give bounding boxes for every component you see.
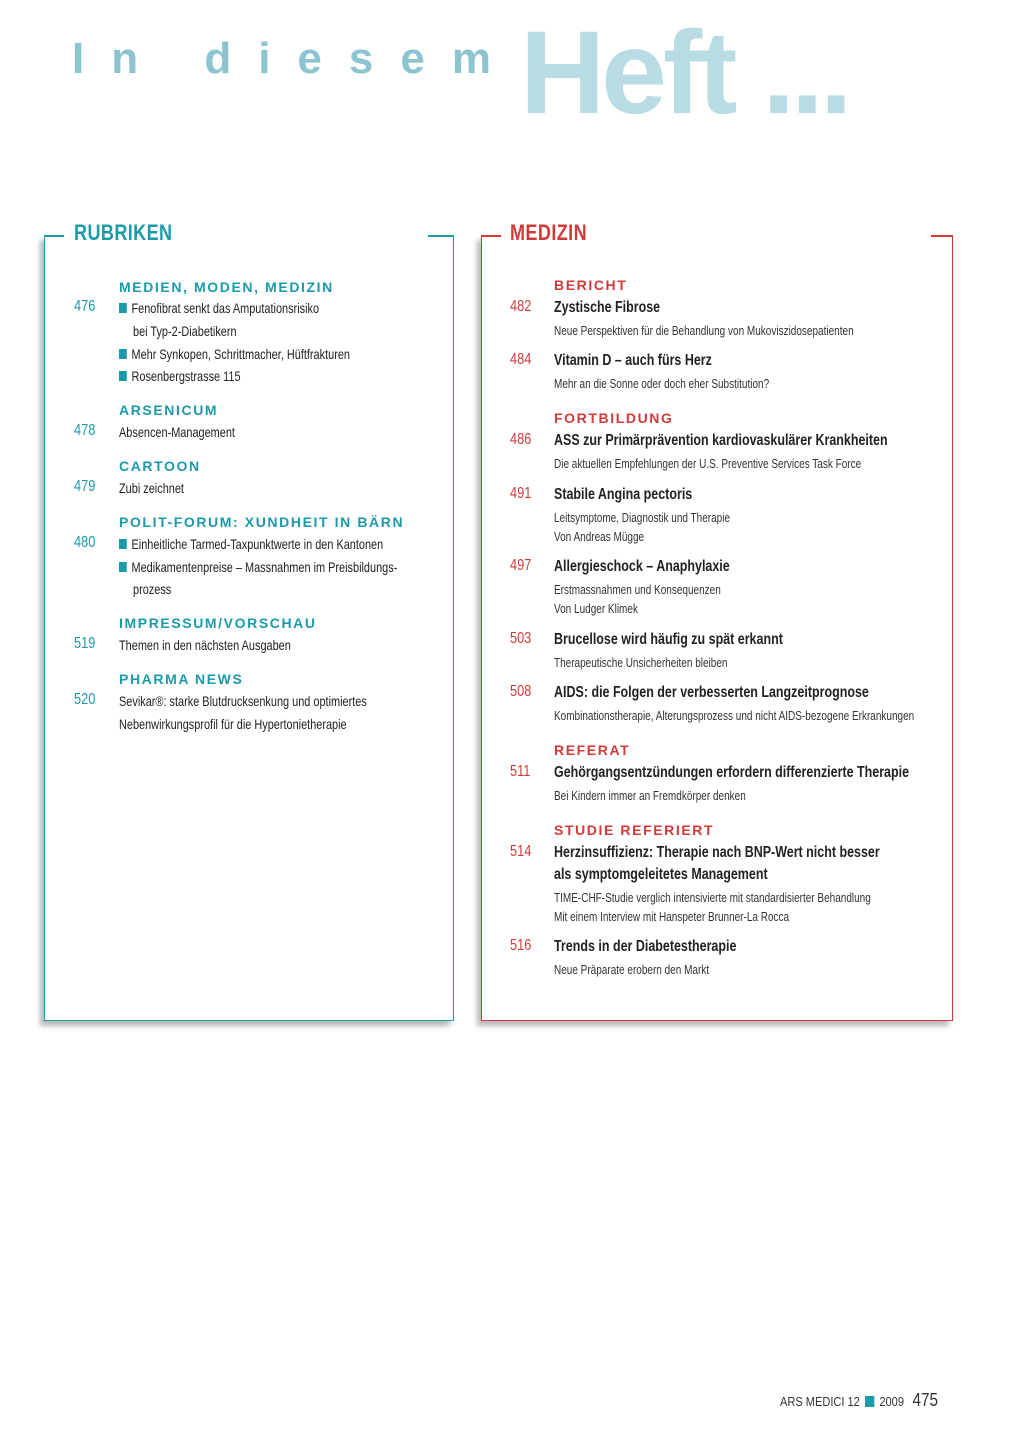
bullet-square-icon <box>119 349 127 359</box>
footer-square-icon <box>865 1396 874 1407</box>
page-number[interactable]: 511 <box>510 763 531 780</box>
toc-entry[interactable]: Sevikar®: starke Blutdrucksenkung und optimiertes <box>119 693 367 709</box>
article-subtitle: Die aktuellen Empfehlungen der U.S. Preventive Services Task Force <box>554 457 862 471</box>
article-title[interactable]: Brucellose wird häufig zu spät erkannt <box>554 631 783 648</box>
medizin-title: MEDIZIN <box>510 220 588 245</box>
article-title[interactable]: AIDS: die Folgen der verbesserten Langzeitprognose <box>554 684 869 701</box>
bullet-square-icon <box>119 562 127 572</box>
article-subtitle: Neue Perspektiven für die Behandlung von Mukoviszidosepatienten <box>554 324 854 338</box>
page-number[interactable]: 486 <box>510 431 532 448</box>
section-heading: REFERAT <box>554 742 631 758</box>
section-heading: BERICHT <box>554 277 628 293</box>
section-heading: FORTBILDUNG <box>554 410 674 426</box>
page-number[interactable]: 503 <box>510 630 532 647</box>
toc-entry[interactable]: Zubi zeichnet <box>119 480 184 496</box>
header-heft: Heft ... <box>520 7 849 139</box>
section-heading: STUDIE REFERIERT <box>554 822 715 838</box>
article-subtitle: Neue Präparate erobern den Markt <box>554 963 710 977</box>
page-number[interactable]: 497 <box>510 557 532 574</box>
article-title[interactable]: Vitamin D – auch fürs Herz <box>554 352 712 369</box>
section-heading: IMPRESSUM/VORSCHAU <box>119 615 317 631</box>
bullet-square-icon <box>119 371 127 381</box>
article-subtitle: Mit einem Interview mit Hanspeter Brunner-La Rocca <box>554 910 790 924</box>
article-subtitle: Leitsymptome, Diagnostik und Therapie <box>554 511 731 525</box>
section-heading: MEDIEN, MODEN, MEDIZIN <box>119 279 334 295</box>
article-title[interactable]: Herzinsuffizienz: Therapie nach BNP-Wert nicht besser <box>554 844 880 861</box>
article-author: Von Ludger Klimek <box>554 602 638 616</box>
page-number[interactable]: 480 <box>74 534 96 551</box>
section-heading: CARTOON <box>119 458 201 474</box>
page-number[interactable]: 516 <box>510 937 532 954</box>
rubriken-title: RUBRIKEN <box>74 220 173 245</box>
toc-entry-continued[interactable]: prozess <box>133 581 172 597</box>
medizin-topline-right <box>931 235 952 237</box>
article-subtitle: Kombinationstherapie, Alterungsprozess und nicht AIDS-bezogene Erkrankungen <box>554 709 915 723</box>
toc-entry[interactable]: Absencen-Management <box>119 424 235 440</box>
page-number[interactable]: 482 <box>510 298 532 315</box>
medizin-topline-left <box>481 235 501 237</box>
article-title-continued[interactable]: als symptomgeleitetes Management <box>554 866 768 883</box>
article-title[interactable]: Trends in der Diabetestherapie <box>554 938 737 955</box>
rubriken-topline-left <box>44 235 64 237</box>
page-number[interactable]: 519 <box>74 635 96 652</box>
toc-entry[interactable]: Rosenbergstrasse 115 <box>119 368 241 384</box>
article-subtitle: Mehr an die Sonne oder doch eher Substitution? <box>554 377 770 391</box>
footer <box>780 1390 938 1411</box>
article-subtitle: TIME-CHF-Studie verglich intensivierte mit standardisierter Behandlung <box>554 891 871 905</box>
toc-entry-continued[interactable]: bei Typ-2-Diabetikern <box>133 323 237 339</box>
toc-entry[interactable]: Mehr Synkopen, Schrittmacher, Hüftfrakturen <box>119 346 350 362</box>
page-number[interactable]: 476 <box>74 298 96 315</box>
page-number[interactable]: 479 <box>74 478 96 495</box>
bullet-square-icon <box>119 539 127 549</box>
article-subtitle: Therapeutische Unsicherheiten bleiben <box>554 656 728 670</box>
article-title[interactable]: ASS zur Primärprävention kardiovaskulärer Krankheiten <box>554 432 888 449</box>
bullet-square-icon <box>119 303 127 313</box>
rubriken-topline-right <box>428 235 453 237</box>
article-title[interactable]: Allergieschock – Anaphylaxie <box>554 558 730 575</box>
footer-journal: ARS MEDICI 12 <box>780 1394 860 1409</box>
toc-entry[interactable]: Fenofibrat senkt das Amputationsrisiko <box>119 300 319 316</box>
page-number[interactable]: 514 <box>510 843 532 860</box>
footer-year: 2009 <box>879 1394 904 1409</box>
footer-page-number: 475 <box>912 1390 939 1410</box>
page-number[interactable]: 508 <box>510 683 532 700</box>
section-heading: POLIT-FORUM: XUNDHEIT IN BÄRN <box>119 514 405 530</box>
header-in-diesem: In diesem <box>72 34 518 83</box>
article-subtitle: Erstmassnahmen und Konsequenzen <box>554 583 721 597</box>
section-heading: PHARMA NEWS <box>119 671 244 687</box>
article-author: Von Andreas Mügge <box>554 530 645 544</box>
article-title[interactable]: Stabile Angina pectoris <box>554 486 693 503</box>
toc-entry-continued[interactable]: Nebenwirkungsprofil für die Hypertonietherapie <box>119 716 347 732</box>
page-number[interactable]: 520 <box>74 691 96 708</box>
toc-entry[interactable]: Einheitliche Tarmed-Taxpunktwerte in den Kantonen <box>119 536 383 552</box>
toc-entry[interactable]: Medikamentenpreise – Massnahmen im Preisbildungs- <box>119 559 397 575</box>
section-heading: ARSENICUM <box>119 402 219 418</box>
article-title[interactable]: Gehörgangsentzündungen erfordern differenzierte Therapie <box>554 764 910 781</box>
article-title[interactable]: Zystische Fibrose <box>554 299 661 316</box>
toc-entry[interactable]: Themen in den nächsten Ausgaben <box>119 637 291 653</box>
page-number[interactable]: 484 <box>510 351 532 368</box>
page-number[interactable]: 478 <box>74 422 96 439</box>
article-subtitle: Bei Kindern immer an Fremdkörper denken <box>554 789 746 803</box>
page-number[interactable]: 491 <box>510 485 532 502</box>
